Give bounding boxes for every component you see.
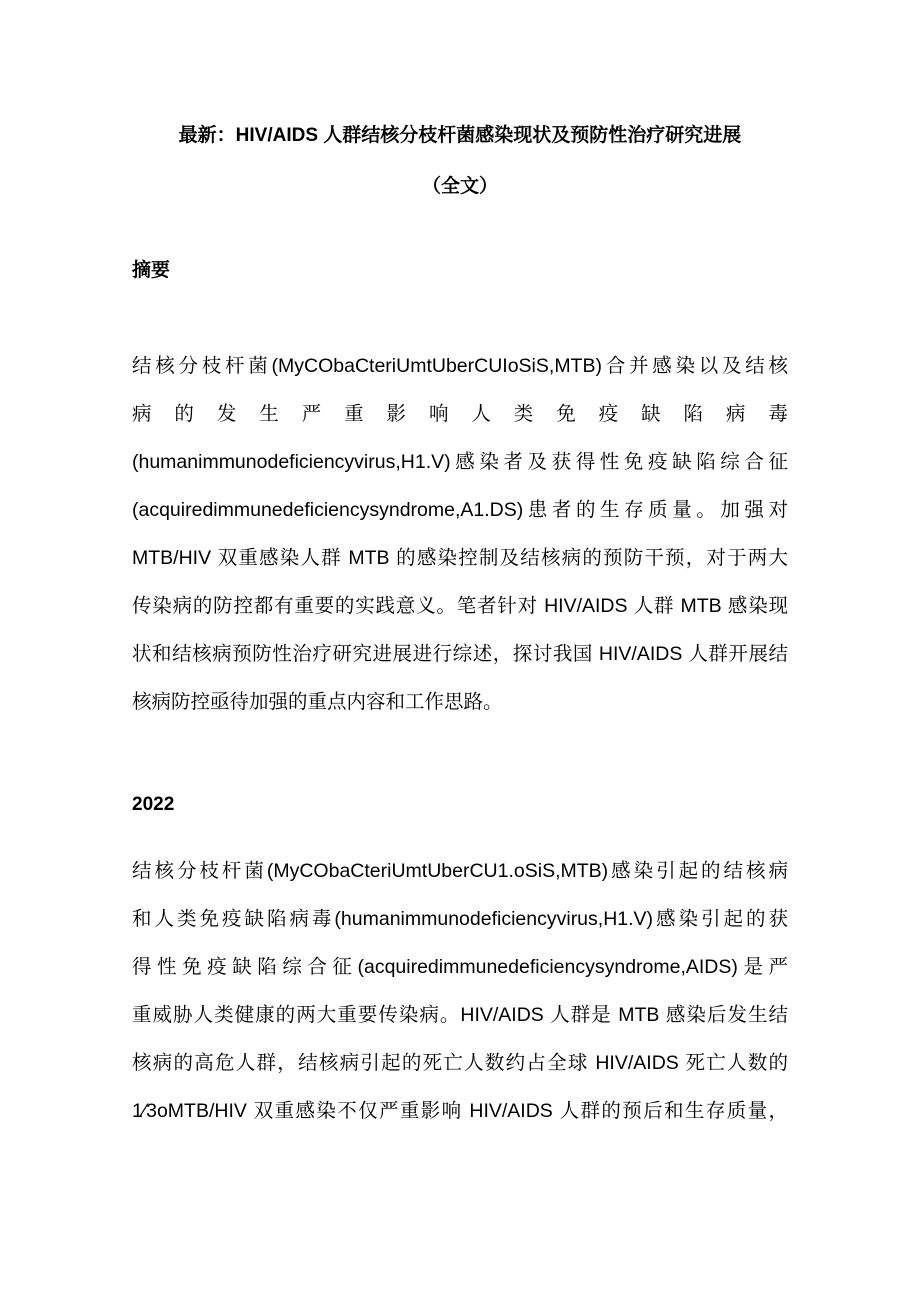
- body-line: 核病的高危人群，结核病引起的死亡人数约占全球 HIV/AIDS 死亡人数的: [132, 1052, 788, 1074]
- abstract-line: 结核分枝杆菌(MyCObaCteriUmtUberCUIoSiS,MTB)合并感染以及结核: [132, 355, 788, 377]
- abstract-char: 病: [725, 403, 746, 425]
- body-line: 结核分枝杆菌(MyCObaCteriUmtUberCU1.oSiS,MTB)感染引起的结核病: [132, 860, 788, 882]
- body-line: 和人类免疫缺陷病毒(humanimmunodeficiencyvirus,H1.V)感染引起的获: [132, 908, 788, 930]
- abstract-line: (humanimmunodeficiencyvirus,H1.V)感染者及获得性免疫缺陷综合征: [132, 451, 788, 473]
- abstract-line: 传染病的防控都有重要的实践意义。笔者针对 HIV/AIDS 人群 MTB 感染现: [132, 595, 788, 617]
- abstract-char: 发: [216, 403, 237, 425]
- abstract-char: 人: [471, 403, 491, 425]
- abstract-heading: 摘要: [132, 260, 171, 281]
- abstract-char: 免: [556, 403, 576, 425]
- abstract-line: MTB/HIV 双重感染人群 MTB 的感染控制及结核病的预防干预，对于两大: [132, 547, 788, 569]
- abstract-line: 核病防控亟待加强的重点内容和工作思路。: [132, 691, 503, 713]
- document-title: 最新：HIV/AIDS 人群结核分枝杆菌感染现状及预防性治疗研究进展: [178, 125, 742, 146]
- abstract-char: 病: [132, 403, 152, 425]
- abstract-char: 疫: [598, 403, 619, 425]
- abstract-char: 缺: [641, 403, 661, 425]
- document-subtitle: （全文）: [421, 176, 498, 197]
- abstract-char: 影: [386, 403, 407, 425]
- abstract-char: 生: [259, 403, 279, 425]
- abstract-char: 类: [513, 403, 534, 425]
- body-line: 1⁄3oMTB/HIV 双重感染不仅严重影响 HIV/AIDS 人群的预后和生存质量，: [132, 1100, 788, 1122]
- year-heading: 2022: [132, 794, 175, 815]
- abstract-line: 状和结核病预防性治疗研究进展进行综述，探讨我国 HIV/AIDS 人群开展结: [132, 643, 788, 665]
- abstract-char: 响: [428, 403, 449, 425]
- abstract-char: 的: [174, 403, 194, 425]
- abstract-char: 陷: [683, 403, 703, 425]
- body-line: 重威胁人类健康的两大重要传染病。HIV/AIDS 人群是 MTB 感染后发生结: [132, 1004, 788, 1026]
- abstract-char: 重: [344, 403, 364, 425]
- abstract-line: [132, 401, 788, 427]
- abstract-line: (acquiredimmunedeficiencysyndrome,A1.DS)患者的生存质量。加强对: [132, 499, 788, 521]
- abstract-char: 毒: [768, 403, 788, 425]
- abstract-char: 严: [301, 403, 322, 425]
- body-line: 得性免疫缺陷综合征(acquiredimmunedeficiencysyndrome,AIDS)是严: [132, 956, 788, 978]
